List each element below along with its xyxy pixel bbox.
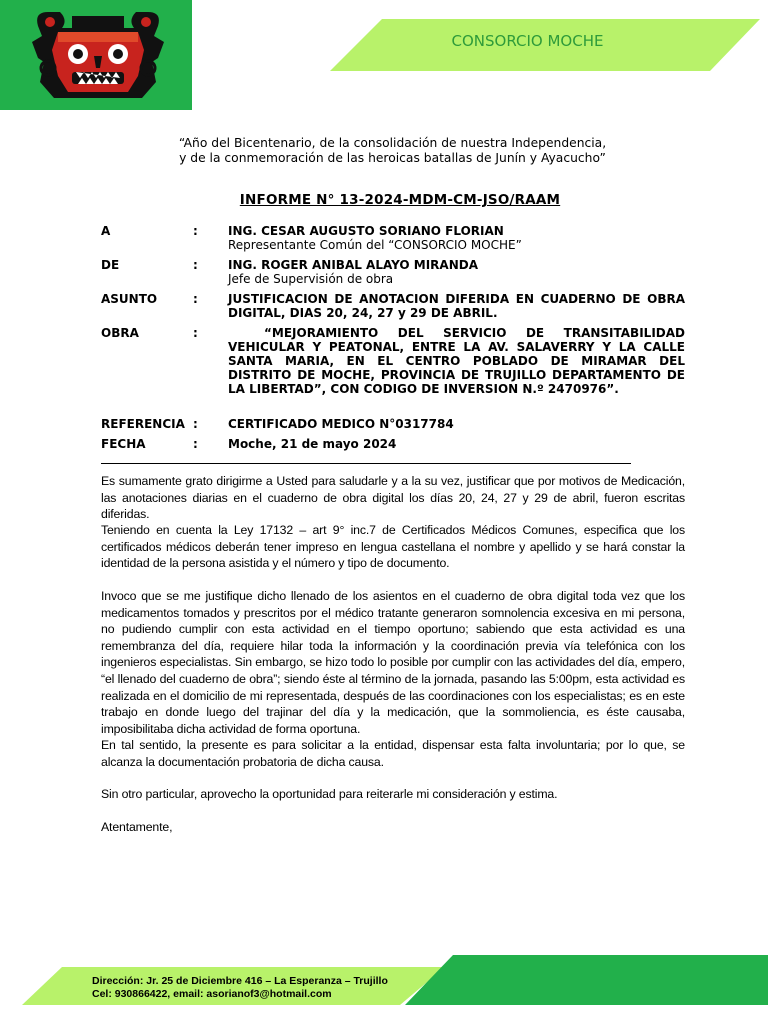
from-name: ING. ROGER ANIBAL ALAYO MIRANDA	[228, 258, 478, 272]
from-role: Jefe de Supervisión de obra	[228, 272, 394, 286]
subject-value: JUSTIFICACION DE ANOTACION DIFERIDA EN CUADERNO DE OBRA DIGITAL, DIAS 20, 24, 27 y 29 DE ABRIL.	[228, 292, 685, 320]
to-value	[228, 224, 685, 252]
subject-colon: :	[193, 292, 198, 306]
body-paragraph-2: Teniendo en cuenta la Ley 17132 – art 9° inc.7 de Certificados Médicos Comunes, especifica que los certificados médicos deberán tener impreso en lengua castellana el nombre y apellido y se hará constar la identidad de la persona asistida y el número y tipo de documento.	[101, 523, 685, 571]
from-colon: :	[193, 258, 198, 272]
body-paragraph-1: Es sumamente grato dirigirme a Usted para saludarle y a la su vez, justificar que por motivos de Medicación, las anotaciones diarias en el cuaderno de obra digital los días 20, 24, 27 y 29 de abril, fueron escritas diferidas.	[101, 474, 685, 522]
body-paragraph-4: En tal sentido, la presente es para solicitar a la entidad, dispensar esta falta involuntaria; por lo que, se alcanza la documentación probatoria de dicha causa.	[101, 738, 685, 769]
footer-phone-email: Cel: 930866422, email: asorianof3@hotmail.com	[92, 988, 332, 1000]
company-name: CONSORCIO MOCHE	[451, 32, 604, 50]
footer-address: Dirección: Jr. 25 de Diciembre 416 – La Esperanza – Trujillo	[92, 975, 388, 987]
reference-label: REFERENCIA	[101, 417, 185, 431]
project-label: OBRA	[101, 326, 139, 340]
from-value	[228, 258, 685, 286]
subject-label: ASUNTO	[101, 292, 158, 306]
body-paragraph-5: Sin otro particular, aprovecho la oportunidad para reiterarle mi consideración y estima.	[101, 787, 558, 801]
moche-mask-logo-icon	[28, 6, 168, 104]
to-label: A	[101, 224, 111, 238]
header-divider	[101, 463, 631, 464]
from-label: DE	[101, 258, 120, 272]
reference-colon: :	[193, 417, 198, 431]
to-name: ING. CESAR AUGUSTO SORIANO FLORIAN	[228, 224, 504, 238]
report-title: INFORME N° 13-2024-MDM-CM-JSO/RAAM	[239, 192, 561, 208]
date-value: Moche, 21 de mayo 2024	[228, 437, 397, 451]
motto-line-2: y de la conmemoración de las heroicas batallas de Junín y Ayacucho”	[179, 151, 606, 165]
date-label: FECHA	[101, 437, 146, 451]
reference-value: CERTIFICADO MEDICO N°0317784	[228, 417, 454, 431]
body-paragraph-3: Invoco que se me justifique dicho llenado de los asientos en el cuaderno de obra digital toda vez que los medicamentos tomados y prescritos por el médico tratante generaron somnolencia excesiva en mi persona, no pudiendo cumplir con esta actividad en el tiempo oportuno; sabiendo que esta actividad es una remembranza del día, requiere hilar toda la información y la coordinación previa vía telefónica con los ingenieros especialistas. Sin embargo, se hizo todo lo posible por cumplir con las actividades del día, empero, “el llenado del cuaderno de obra”; siendo éste al término de la jornada, pasando las 5:00pm, esta actividad es realizada en el domicilio de mi representada, después de las coordinaciones con los especialistas; es en este trabajo en donde luego del trajinar del día y la medicación, que la sommoliencia, es éste causaba, imposibilitaba dicha actividad de forma oportuna.	[101, 589, 685, 736]
date-colon: :	[193, 437, 198, 451]
closing-text: Atentamente,	[101, 820, 173, 834]
to-role: Representante Común del “CONSORCIO MOCHE”	[228, 238, 522, 252]
footer-contact	[92, 975, 388, 1001]
footer-right-band	[405, 955, 768, 1005]
project-value: “MEJORAMIENTO DEL SERVICIO DE TRANSITABILIDAD VEHICULAR Y PEATONAL, ENTRE LA AV. SALAVERRY Y LA CALLE SANTA MARIA, EN EL CENTRO POBLADO DE MIRAMAR DEL DISTRITO DE MOCHE, PROVINCIA DE TRUJILLO DEPARTAMENTO DE LA LIBERTAD”, CON CODIGO DE INVERSION N.º 2470976”.	[228, 326, 685, 396]
official-year-motto	[110, 136, 675, 166]
motto-line-1: “Año del Bicentenario, de la consolidación de nuestra Independencia,	[178, 136, 607, 150]
project-colon: :	[193, 326, 198, 340]
to-colon: :	[193, 224, 198, 238]
